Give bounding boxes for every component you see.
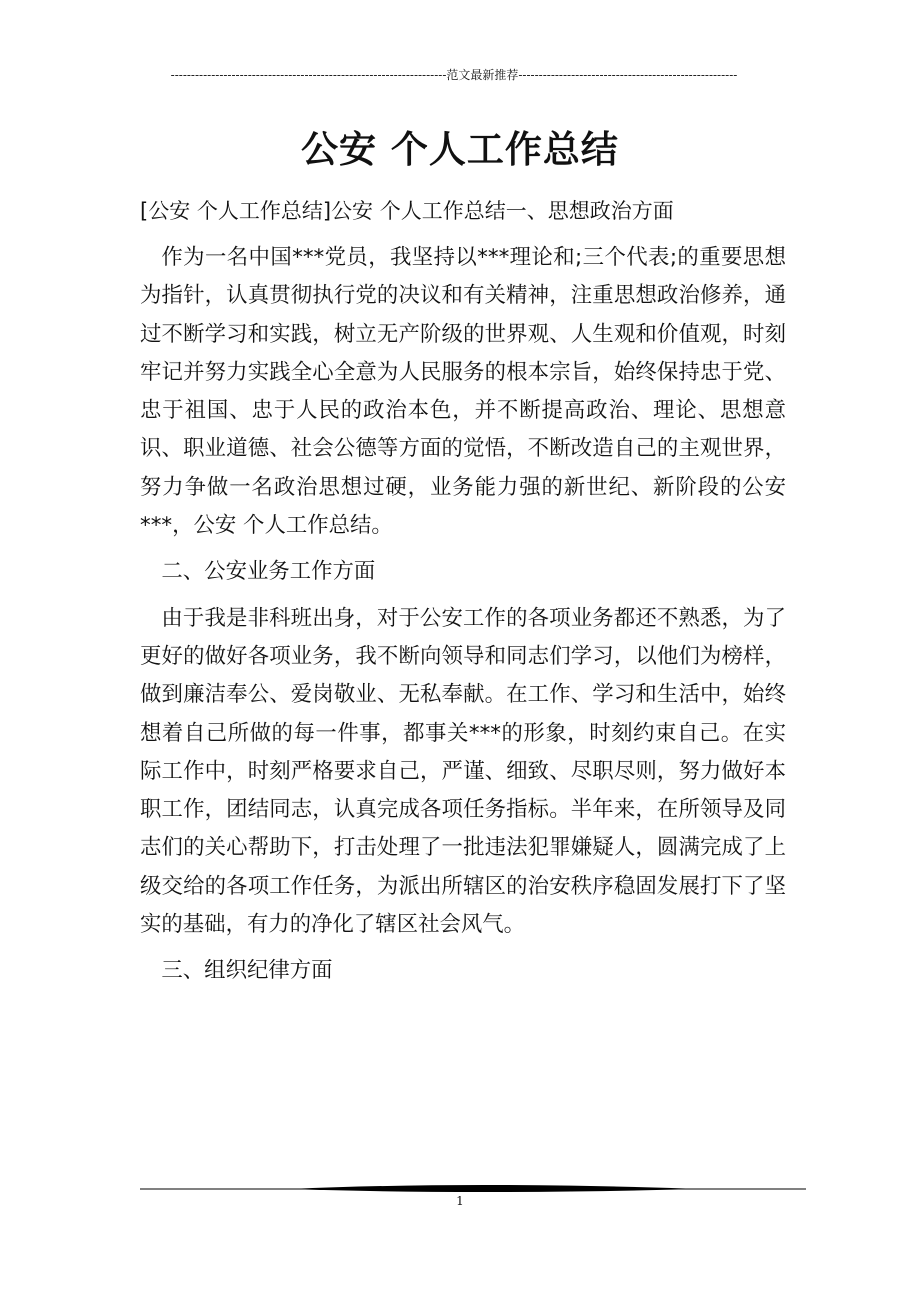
paragraph-political: 作为一名中国***党员，我坚持以***理论和;三个代表;的重要思想为指针，认真贯彻执行党的决议和有关精神，注重思想政治修养，通过不断学习和实践，树立无产阶级的世界观、人生观和价值观，时刻牢记并努力实践全心全意为人民服务的根本宗旨，始终保持忠于党、忠于祖国、忠于人民的政治本色，并不断提高政治、理论、思想意识、职业道德、社会公德等方面的觉悟，不断改造自己的主观世界，努力争做一名政治思想过硬，业务能力强的新世纪、新阶段的公安***，公安 个人工作总结。: [140, 245, 786, 539]
document-subtitle: [公安 个人工作总结]公安 个人工作总结一、思想政治方面: [140, 199, 674, 223]
section-heading-discipline: 三、组织纪律方面: [161, 958, 333, 984]
page-number: 1: [456, 1194, 464, 1208]
document-body: [140, 239, 786, 999]
document-title: 公安 个人工作总结: [301, 128, 619, 171]
paragraph-business: 由于我是非科班出身，对于公安工作的各项业务都还不熟悉，为了更好的做好各项业务，我不断向领导和同志们学习，以他们为榜样，做到廉洁奉公、爱岗敬业、无私奉献。在工作、学习和生活中，始终想着自己所做的每一件事，都事关***的形象，时刻约束自己。在实际工作中，时刻严格要求自己，严谨、细致、尽职尽则，努力做好本职工作，团结同志，认真完成各项任务指标。半年来，在所领导及同志们的关心帮助下，打击处理了一批违法犯罪嫌疑人，圆满完成了上级交给的各项工作任务，为派出所辖区的治安秩序稳固发展打下了坚实的基础，有力的净化了辖区社会风气。: [140, 605, 786, 938]
page-header: --------------------------------------------------------------------范文最新推荐------------------------------------------------------: [170, 68, 738, 82]
section-heading-business: 二、公安业务工作方面: [161, 559, 376, 585]
